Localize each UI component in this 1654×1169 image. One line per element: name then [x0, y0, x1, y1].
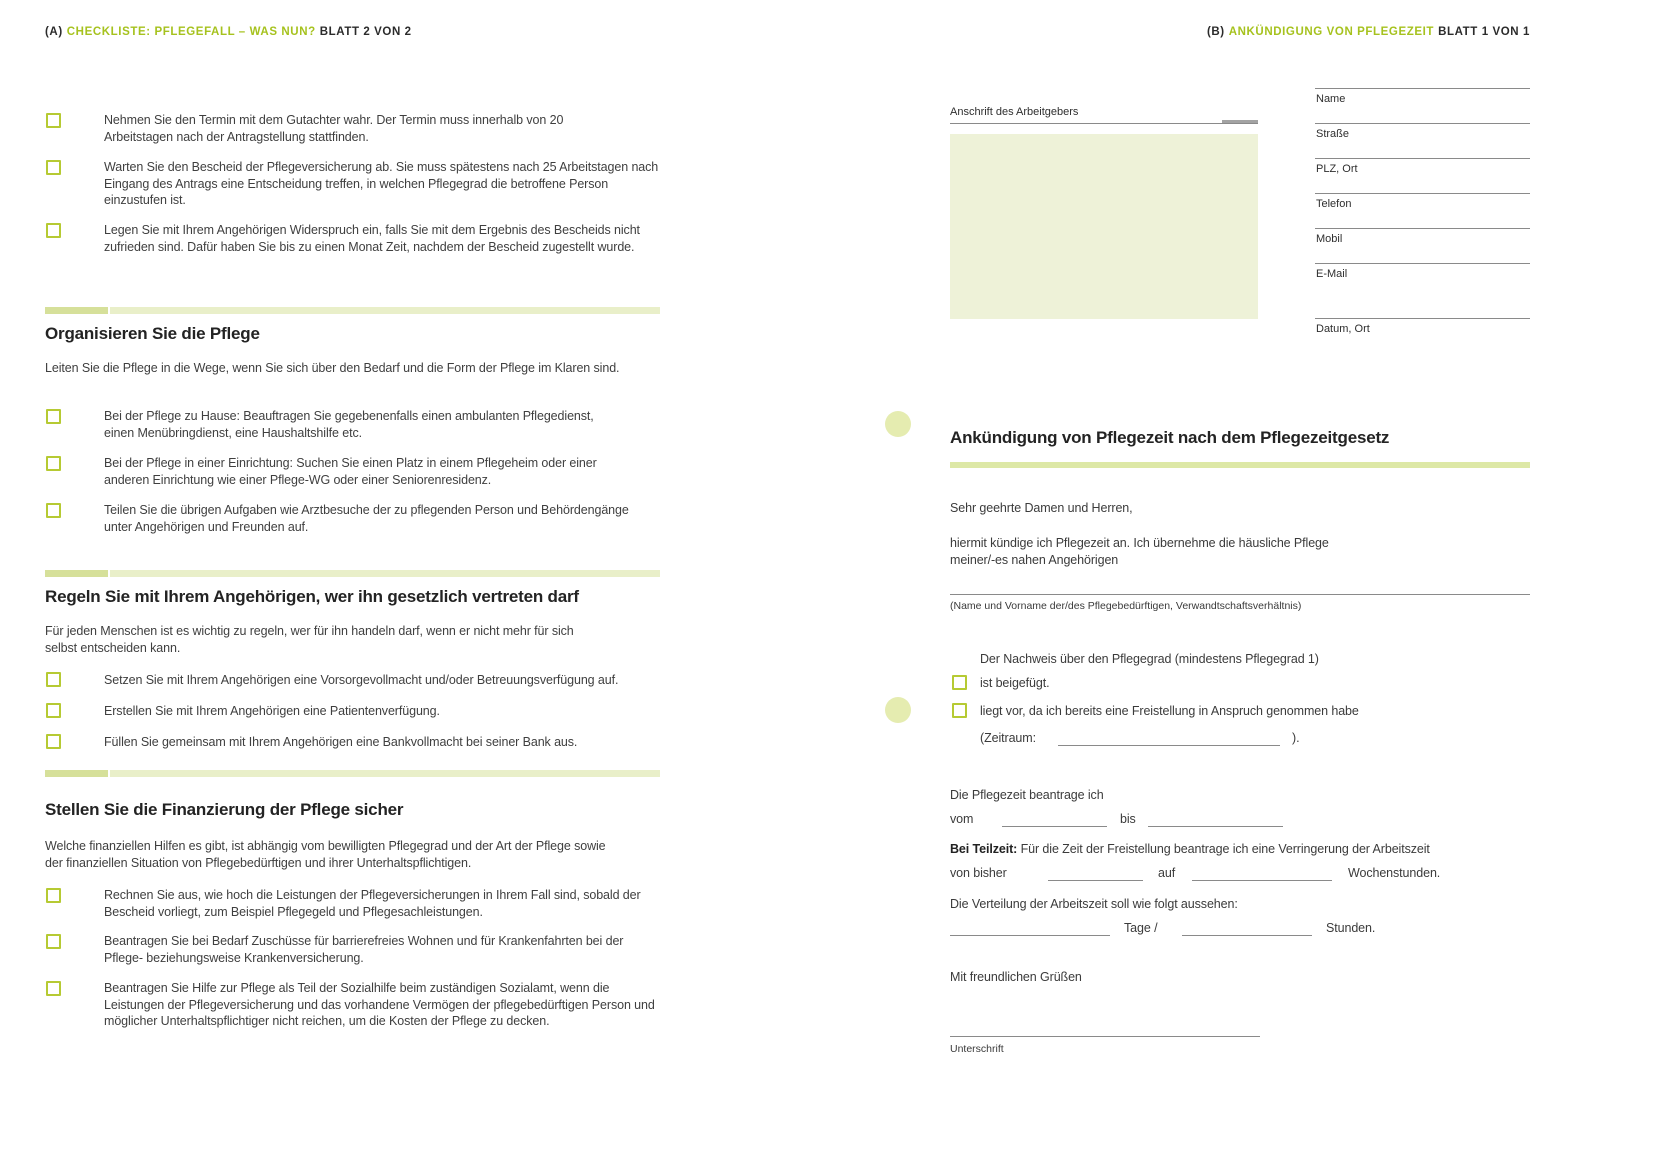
checkbox[interactable]	[46, 456, 61, 471]
page-a-header-title: CHECKLISTE: PFLEGEFALL – WAS NUN?	[66, 26, 316, 38]
vom-label: vom	[950, 812, 974, 826]
page-a-header-prefix: (A)	[45, 26, 63, 38]
teilzeit-line	[950, 842, 1430, 856]
checkbox[interactable]	[952, 675, 967, 690]
proof-option: liegt vor, da ich bereits eine Freistellung in Anspruch genommen habe	[980, 704, 1359, 718]
field-label-name: Name	[1316, 93, 1346, 105]
page-a-header	[45, 26, 412, 38]
section-heading: Regeln Sie mit Ihrem Angehörigen, wer ihn gesetzlich vertreten darf	[45, 587, 579, 606]
zeitraum-label: (Zeitraum:	[980, 731, 1036, 745]
checklist-item: Bei der Pflege zu Hause: Beauftragen Sie gegebenenfalls einen ambulanten Pflegedienst, einen Menübringdienst, eine Haushaltshilfe etc.	[104, 409, 594, 440]
page-a-header-sheet: BLATT 2 VON 2	[319, 26, 412, 38]
checkbox[interactable]	[46, 703, 61, 718]
green-dot-icon	[885, 411, 911, 437]
checkbox[interactable]	[46, 734, 61, 749]
checklist-item: Warten Sie den Bescheid der Pflegeversicherung ab. Sie muss spätestens nach 25 Arbeitstagen nach Eingang des Antrags eine Entscheidung treffen, in welchen Pflegegrad die betroffene Person einzustufen ist.	[104, 160, 659, 207]
stunden-label: Stunden.	[1326, 921, 1376, 935]
checklist-item: Beantragen Sie bei Bedarf Zuschüsse für barrierefreies Wohnen und für Krankenfahrten bei der Pflege- beziehungsweise Krankenversicherung.	[104, 934, 624, 965]
page-b-header-title: ANKÜNDIGUNG VON PFLEGEZEIT	[1228, 26, 1435, 38]
stunden-input-line[interactable]	[1182, 935, 1312, 936]
checkbox[interactable]	[46, 409, 61, 424]
checkbox[interactable]	[46, 981, 61, 996]
proof-option: ist beigefügt.	[980, 676, 1050, 690]
checklist-item: Nehmen Sie den Termin mit dem Gutachter wahr. Der Termin muss innerhalb von 20 Arbeitstagen nach der Antragstellung stattfinden.	[104, 113, 564, 144]
auf-label: auf	[1158, 866, 1176, 880]
care-person-caption: (Name und Vorname der/des Pflegebedürftigen, Verwandtschaftsverhältnis)	[950, 600, 1302, 612]
checklist-item: Legen Sie mit Ihrem Angehörigen Widerspruch ein, falls Sie mit dem Ergebnis des Bescheids nicht zufrieden sind. Dafür haben Sie bis zu einen Monat Zeit, nachdem der Bescheid zugestellt wurde.	[104, 223, 640, 254]
field-line-name[interactable]	[1315, 88, 1530, 89]
section-heading: Organisieren Sie die Pflege	[45, 324, 260, 343]
von-bisher-input-line[interactable]	[1048, 880, 1143, 881]
section-divider	[45, 570, 660, 577]
section-intro: Welche finanziellen Hilfen es gibt, ist abhängig vom bewilligten Pflegegrad und der Art der Pflege sowie der finanziellen Situation von Pflegebedürftigen und ihrer Unterhaltspflichtigen.	[45, 839, 606, 870]
von-bisher-label: von bisher	[950, 866, 1007, 880]
zeitraum-input-line[interactable]	[1058, 745, 1280, 746]
field-line-mobil[interactable]	[1315, 228, 1530, 229]
employer-rule-end-mark	[1222, 120, 1258, 123]
employer-address-box[interactable]	[950, 134, 1258, 319]
checklist-item: Füllen Sie gemeinsam mit Ihrem Angehörigen eine Bankvollmacht bei seiner Bank aus.	[104, 735, 578, 749]
request-line: Die Pflegezeit beantrage ich	[950, 788, 1104, 802]
checkbox[interactable]	[952, 703, 967, 718]
salutation: Sehr geehrte Damen und Herren,	[950, 501, 1133, 515]
field-label-email: E-Mail	[1316, 268, 1348, 280]
field-line-telefon[interactable]	[1315, 193, 1530, 194]
proof-intro: Der Nachweis über den Pflegegrad (mindestens Pflegegrad 1)	[980, 652, 1319, 666]
employer-label-rule	[950, 123, 1258, 124]
checkbox[interactable]	[46, 888, 61, 903]
field-label-telefon: Telefon	[1316, 198, 1352, 210]
page-b-header-prefix: (B)	[1206, 26, 1225, 38]
page-b-header-sheet: BLATT 1 VON 1	[1438, 26, 1530, 38]
section-divider	[45, 770, 660, 777]
field-label-strasse: Straße	[1316, 128, 1350, 140]
care-person-input-line[interactable]	[950, 594, 1530, 595]
checklist-item: Rechnen Sie aus, wie hoch die Leistungen der Pflegeversicherungen in Ihrem Fall sind, sobald der Bescheid vorliegt, zum Beispiel Pflegegeld und Pflegesachleistungen.	[104, 888, 641, 919]
title-underline-bar	[950, 462, 1530, 468]
auf-input-line[interactable]	[1192, 880, 1332, 881]
section-heading: Stellen Sie die Finanzierung der Pflege sicher	[45, 800, 404, 819]
announce-line: hiermit kündige ich Pflegezeit an. Ich übernehme die häusliche Pflege	[950, 536, 1329, 550]
bis-label: bis	[1120, 812, 1136, 826]
checklist-item: Setzen Sie mit Ihrem Angehörigen eine Vorsorgevollmacht und/oder Betreuungsverfügung auf.	[104, 673, 619, 687]
field-label-datum-ort: Datum, Ort	[1316, 323, 1370, 335]
checkbox[interactable]	[46, 223, 61, 238]
zeitraum-close: ).	[1292, 731, 1300, 745]
green-dot-icon	[885, 697, 911, 723]
verteilung-line: Die Verteilung der Arbeitszeit soll wie folgt aussehen:	[950, 897, 1238, 911]
section-intro: Für jeden Menschen ist es wichtig zu regeln, wer für ihn handeln darf, wenn er nicht mehr für sich selbst entscheiden kann.	[45, 624, 574, 655]
checkbox[interactable]	[46, 672, 61, 687]
field-label-plz-ort: PLZ, Ort	[1316, 163, 1358, 175]
employer-address-label: Anschrift des Arbeitgebers	[950, 106, 1079, 118]
field-line-plz-ort[interactable]	[1315, 158, 1530, 159]
field-line-strasse[interactable]	[1315, 123, 1530, 124]
announce-line: meiner/-es nahen Angehörigen	[950, 553, 1119, 567]
tage-label: Tage /	[1124, 921, 1158, 935]
checkbox[interactable]	[46, 934, 61, 949]
field-label-mobil: Mobil	[1316, 233, 1343, 245]
section-intro: Leiten Sie die Pflege in die Wege, wenn Sie sich über den Bedarf und die Form der Pflege im Klaren sind.	[45, 361, 620, 375]
section-divider	[45, 307, 660, 314]
bis-input-line[interactable]	[1148, 826, 1283, 827]
tage-input-line[interactable]	[950, 935, 1110, 936]
checklist-item: Bei der Pflege in einer Einrichtung: Suchen Sie einen Platz in einem Pflegeheim oder einer anderen Einrichtung wie einer Pflege-WG oder einer Seniorenresidenz.	[104, 456, 597, 487]
closing-line: Mit freundlichen Grüßen	[950, 970, 1082, 984]
checkbox[interactable]	[46, 113, 61, 128]
page-b-header	[1207, 26, 1530, 38]
checklist-item: Teilen Sie die übrigen Aufgaben wie Arztbesuche der zu pflegenden Person und Behördengänge unter Angehörigen und Freunden auf.	[104, 503, 629, 534]
teilzeit-bold-label: Bei Teilzeit:	[950, 842, 1018, 856]
signature-label: Unterschrift	[950, 1043, 1004, 1055]
checkbox[interactable]	[46, 503, 61, 518]
checkbox[interactable]	[46, 160, 61, 175]
field-line-email[interactable]	[1315, 263, 1530, 264]
signature-input-line[interactable]	[950, 1036, 1260, 1037]
teilzeit-rest: Für die Zeit der Freistellung beantrage ich eine Verringerung der Arbeitszeit	[1020, 842, 1430, 856]
field-line-datum-ort[interactable]	[1315, 318, 1530, 319]
vom-input-line[interactable]	[1002, 826, 1107, 827]
letter-title: Ankündigung von Pflegezeit nach dem Pflegezeitgesetz	[950, 428, 1390, 447]
checklist-item: Erstellen Sie mit Ihrem Angehörigen eine Patientenverfügung.	[104, 704, 440, 718]
wochenstunden-label: Wochenstunden.	[1348, 866, 1441, 880]
checklist-item: Beantragen Sie Hilfe zur Pflege als Teil der Sozialhilfe beim zuständigen Sozialamt, wenn die Leistungen der Pflegeversicherung und das vorhandene Vermögen der pflegebedürftigen Person und möglicher Unterhaltspflichtiger nicht reichen, um die Kosten der Pflege zu decken.	[104, 981, 655, 1028]
